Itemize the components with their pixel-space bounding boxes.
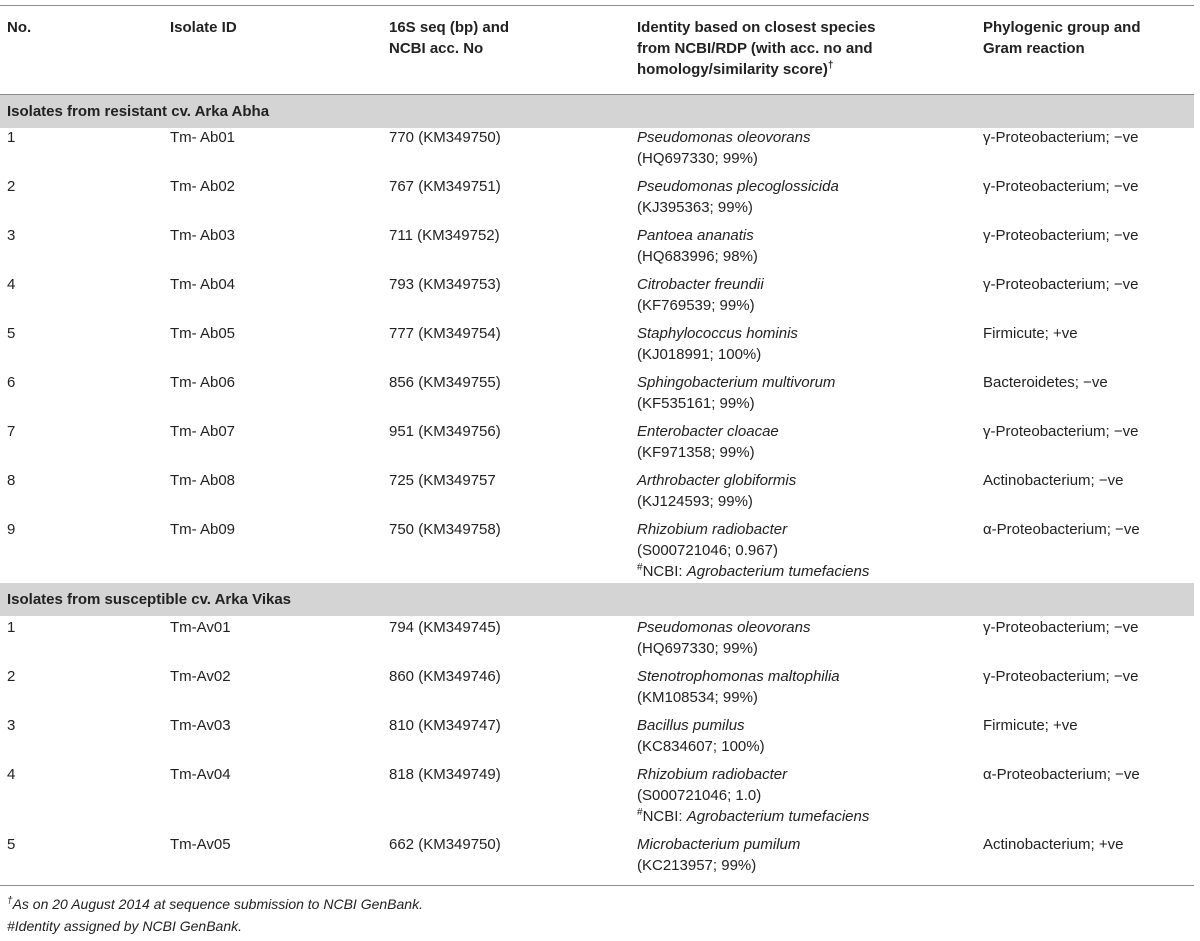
- cell-identity: [637, 617, 810, 659]
- cell-seq: 794 (KM349745): [389, 619, 501, 636]
- cell-seq: 777 (KM349754): [389, 325, 501, 342]
- cell-identity: [637, 323, 798, 365]
- cell-seq: 725 (KM349757: [389, 472, 496, 489]
- top-rule: [0, 5, 1194, 6]
- cell-seq: 770 (KM349750): [389, 129, 501, 146]
- accession-score: (HQ697330; 99%): [637, 640, 758, 657]
- cell-isolate-id: Tm- Ab07: [170, 423, 236, 440]
- species-name: Microbacterium pumilum: [637, 836, 801, 853]
- accession-score: (S000721046; 1.0): [637, 787, 762, 804]
- cell-identity: [637, 519, 869, 582]
- cell-group: Bacteroidetes; −ve: [983, 374, 1108, 391]
- cell-seq: 818 (KM349749): [389, 766, 501, 783]
- cell-identity: [637, 834, 800, 876]
- cell-isolate-id: Tm- Ab09: [170, 521, 236, 538]
- cell-identity: [637, 421, 779, 463]
- cell-group: γ-Proteobacterium; −ve: [983, 668, 1139, 685]
- cell-identity: [637, 715, 765, 757]
- species-name: Stenotrophomonas maltophilia: [637, 668, 840, 685]
- cell-group: Actinobacterium; −ve: [983, 472, 1124, 489]
- cell-isolate-id: Tm- Ab05: [170, 325, 236, 342]
- cell-isolate-id: Tm- Ab03: [170, 227, 236, 244]
- cell-no: 2: [7, 668, 16, 685]
- cell-isolate-id: Tm- Ab06: [170, 374, 236, 391]
- species-name: Bacillus pumilus: [637, 717, 745, 734]
- accession-score: (KM108534; 99%): [637, 689, 758, 706]
- species-name: Arthrobacter globiformis: [637, 472, 797, 489]
- accession-score: (KJ018991; 100%): [637, 346, 762, 363]
- cell-seq: 951 (KM349756): [389, 423, 501, 440]
- cell-no: 3: [7, 717, 16, 734]
- cell-identity: [637, 470, 796, 512]
- cell-isolate-id: Tm-Av05: [170, 836, 231, 853]
- species-name: Rhizobium radiobacter: [637, 766, 788, 783]
- header-seq: 16S seq (bp) and NCBI acc. No: [389, 19, 510, 57]
- accession-score: (S000721046; 0.967): [637, 542, 778, 559]
- accession-score: (HQ683996; 98%): [637, 248, 758, 265]
- accession-score: (KC213957; 99%): [637, 857, 757, 874]
- accession-score: (KF769539; 99%): [637, 297, 755, 314]
- cell-seq: 767 (KM349751): [389, 178, 501, 195]
- cell-isolate-id: Tm-Av04: [170, 766, 231, 783]
- cell-group: γ-Proteobacterium; −ve: [983, 619, 1139, 636]
- cell-isolate-id: Tm- Ab02: [170, 178, 236, 195]
- cell-seq: 793 (KM349753): [389, 276, 501, 293]
- cell-identity: [637, 225, 758, 267]
- species-name: Rhizobium radiobacter: [637, 521, 788, 538]
- footnote-hash: #Identity assigned by NCBI GenBank.: [7, 918, 243, 934]
- species-name: Sphingobacterium multivorum: [637, 374, 836, 391]
- header-isolate-id: Isolate ID: [170, 19, 237, 36]
- cell-group: γ-Proteobacterium; −ve: [983, 178, 1139, 195]
- cell-group: γ-Proteobacterium; −ve: [983, 423, 1139, 440]
- cell-group: Actinobacterium; +ve: [983, 836, 1124, 853]
- bottom-rule: [0, 885, 1194, 886]
- species-name: Pantoea ananatis: [637, 227, 754, 244]
- section-header-resistant: Isolates from resistant cv. Arka Abha: [0, 95, 1194, 128]
- cell-identity: [637, 127, 810, 169]
- cell-group: α-Proteobacterium; −ve: [983, 766, 1140, 783]
- cell-isolate-id: Tm-Av03: [170, 717, 231, 734]
- accession-score: (KJ395363; 99%): [637, 199, 753, 216]
- cell-no: 5: [7, 836, 16, 853]
- species-name: Pseudomonas oleovorans: [637, 619, 811, 636]
- ncbi-identity-note: #NCBI: Agrobacterium tumefaciens: [637, 562, 870, 580]
- cell-group: Firmicute; +ve: [983, 325, 1078, 342]
- cell-no: 2: [7, 178, 16, 195]
- cell-no: 3: [7, 227, 16, 244]
- cell-no: 4: [7, 766, 16, 783]
- cell-group: γ-Proteobacterium; −ve: [983, 227, 1139, 244]
- cell-no: 7: [7, 423, 16, 440]
- species-name: Citrobacter freundii: [637, 276, 764, 293]
- cell-identity: [637, 372, 835, 414]
- cell-isolate-id: Tm- Ab08: [170, 472, 236, 489]
- cell-seq: 662 (KM349750): [389, 836, 501, 853]
- species-name: Enterobacter cloacae: [637, 423, 779, 440]
- species-name: Pseudomonas plecoglossicida: [637, 178, 839, 195]
- cell-seq: 750 (KM349758): [389, 521, 501, 538]
- accession-score: (KF971358; 99%): [637, 444, 755, 461]
- cell-identity: [637, 274, 764, 316]
- cell-seq: 860 (KM349746): [389, 668, 501, 685]
- species-name: Staphylococcus hominis: [637, 325, 798, 342]
- footnote-dagger: †As on 20 August 2014 at sequence submission to NCBI GenBank.: [7, 895, 423, 912]
- cell-seq: 711 (KM349752): [389, 227, 500, 244]
- cell-no: 1: [7, 129, 16, 146]
- cell-isolate-id: Tm- Ab04: [170, 276, 236, 293]
- cell-no: 5: [7, 325, 16, 342]
- cell-identity: [637, 176, 839, 218]
- accession-score: (HQ697330; 99%): [637, 150, 758, 167]
- cell-group: γ-Proteobacterium; −ve: [983, 276, 1139, 293]
- ncbi-identity-note: #NCBI: Agrobacterium tumefaciens: [637, 807, 870, 825]
- section-header-susceptible: Isolates from susceptible cv. Arka Vikas: [0, 583, 1194, 616]
- cell-seq: 810 (KM349747): [389, 717, 501, 734]
- cell-isolate-id: Tm-Av01: [170, 619, 231, 636]
- cell-identity: [637, 666, 840, 708]
- header-identity: Identity based on closest species from NCBI/RDP (with acc. no and homology/similarity score)†: [637, 19, 876, 78]
- cell-group: α-Proteobacterium; −ve: [983, 521, 1140, 538]
- cell-isolate-id: Tm-Av02: [170, 668, 231, 685]
- cell-no: 1: [7, 619, 16, 636]
- cell-group: γ-Proteobacterium; −ve: [983, 129, 1139, 146]
- accession-score: (KC834607; 100%): [637, 738, 765, 755]
- accession-score: (KJ124593; 99%): [637, 493, 753, 510]
- species-name: Pseudomonas oleovorans: [637, 129, 811, 146]
- cell-no: 6: [7, 374, 16, 391]
- cell-seq: 856 (KM349755): [389, 374, 501, 391]
- header-group: Phylogenic group and Gram reaction: [983, 19, 1141, 57]
- cell-no: 4: [7, 276, 16, 293]
- cell-no: 9: [7, 521, 16, 538]
- cell-group: Firmicute; +ve: [983, 717, 1078, 734]
- accession-score: (KF535161; 99%): [637, 395, 755, 412]
- header-no: No.: [7, 19, 32, 36]
- cell-isolate-id: Tm- Ab01: [170, 129, 236, 146]
- cell-no: 8: [7, 472, 16, 489]
- cell-identity: [637, 764, 869, 827]
